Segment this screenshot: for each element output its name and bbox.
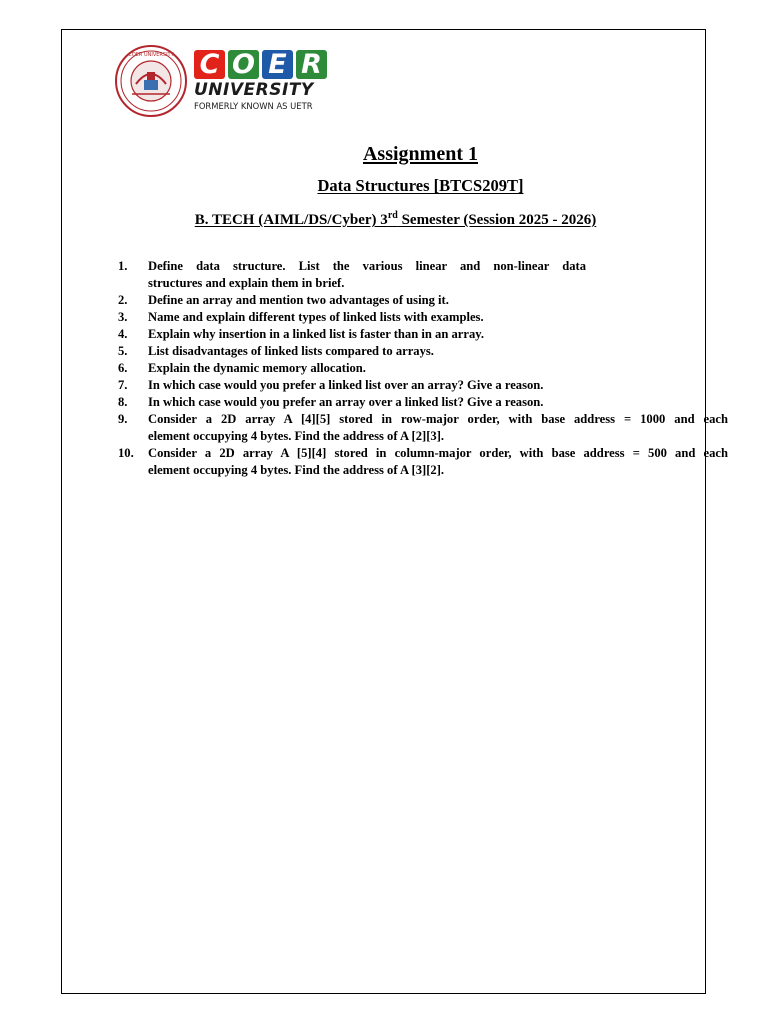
question-item [118, 343, 730, 360]
seal-text: COER UNIVERSITY [128, 52, 174, 58]
question-text [148, 411, 728, 445]
question-item [118, 394, 730, 411]
question-number: 5. [118, 344, 128, 358]
question-number: 7. [118, 378, 128, 392]
brand-wordmark: UNIVERSITY [194, 80, 314, 100]
brand-block [194, 50, 334, 120]
brand-letters [194, 50, 334, 79]
question-item [118, 292, 730, 309]
question-item [118, 411, 730, 445]
question-number: 3. [118, 310, 128, 324]
question-line: List disadvantages of linked lists compared to arrays. [148, 344, 434, 358]
question-item [118, 445, 730, 479]
program-suffix: Semester (Session 2025 - 2026) [397, 212, 597, 228]
question-line: Name and explain different types of linked lists with examples. [148, 310, 484, 324]
brand-letter-o: O [228, 50, 259, 79]
brand-letter-e: E [262, 50, 293, 79]
question-number: 9. [118, 412, 128, 426]
assignment-title [61, 142, 743, 166]
question-text [148, 394, 543, 411]
question-text [148, 309, 484, 326]
question-item [118, 258, 730, 292]
course-title-text: Data Structures [BTCS209T] [317, 176, 524, 195]
question-line: structures and explain them in brief. [148, 276, 345, 290]
brand-letter-c: C [194, 50, 225, 79]
question-number: 1. [118, 259, 128, 273]
question-text [148, 326, 484, 343]
question-number: 2. [118, 293, 128, 307]
question-text [148, 343, 434, 360]
question-text [148, 258, 586, 292]
question-number: 6. [118, 361, 128, 375]
question-line: element occupying 4 bytes. Find the address of A [2][3]. [148, 429, 445, 443]
question-item [118, 326, 730, 343]
question-line: Define data structure. List the various linear and non-linear data [148, 259, 586, 273]
program-line-text [195, 212, 597, 228]
question-item [118, 377, 730, 394]
brand-tagline: FORMERLY KNOWN AS UETR [194, 101, 313, 111]
program-line [61, 210, 718, 230]
course-title [61, 176, 743, 196]
question-item [118, 360, 730, 377]
question-line: Consider a 2D array A [5][4] stored in column-major order, with base address = 500 and each [148, 446, 728, 460]
question-list [118, 258, 730, 479]
question-text [148, 445, 728, 479]
question-text [148, 360, 366, 377]
question-number: 8. [118, 395, 128, 409]
university-seal-icon [114, 44, 188, 118]
page-border [61, 29, 706, 994]
question-line: element occupying 4 bytes. Find the address of A [3][2]. [148, 463, 445, 477]
question-item [118, 309, 730, 326]
brand-letter-r: R [296, 50, 327, 79]
question-line: Define an array and mention two advantages of using it. [148, 293, 449, 307]
question-number: 10. [118, 446, 134, 460]
program-sup: rd [387, 210, 398, 221]
question-text [148, 377, 543, 394]
question-number: 4. [118, 327, 128, 341]
program-prefix: B. TECH (AIML/DS/Cyber) 3 [194, 212, 388, 228]
question-line: In which case would you prefer a linked list over an array? Give a reason. [148, 378, 544, 392]
university-logo [114, 44, 334, 120]
question-line: Consider a 2D array A [4][5] stored in row-major order, with base address = 1000 and each [148, 412, 728, 426]
question-line: Explain the dynamic memory allocation. [148, 361, 366, 375]
assignment-title-text: Assignment 1 [362, 143, 478, 165]
question-text [148, 292, 449, 309]
question-line: Explain why insertion in a linked list is faster than in an array. [148, 327, 485, 341]
question-line: In which case would you prefer an array over a linked list? Give a reason. [148, 395, 544, 409]
